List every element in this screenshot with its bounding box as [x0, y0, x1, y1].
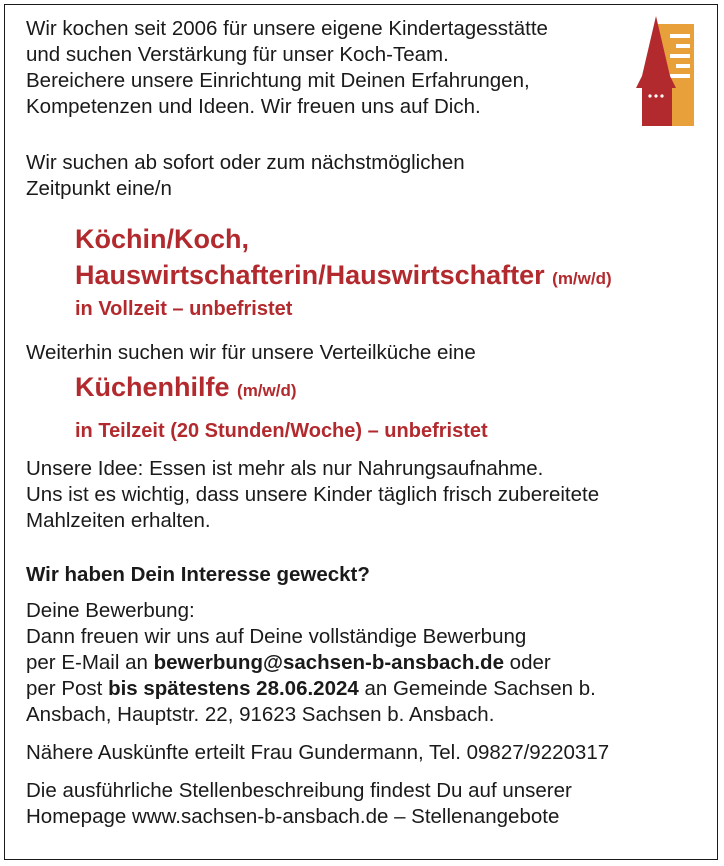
interest-heading: Wir haben Dein Interesse geweckt? — [26, 563, 370, 586]
idea-line-3: Mahlzeiten erhalten. — [26, 509, 211, 532]
application-address: Ansbach, Hauptstr. 22, 91623 Sachsen b. Ansbach. — [26, 703, 495, 726]
application-line-1: Deine Bewerbung: — [26, 599, 195, 622]
intro-line-1: Wir kochen seit 2006 für unsere eigene Kindertagesstätte — [26, 17, 548, 40]
application-line-2: Dann freuen wir uns auf Deine vollständige Bewerbung — [26, 625, 527, 648]
application-email-line — [26, 650, 551, 676]
intro-line-3: Bereichere unsere Einrichtung mit Deinen Erfahrungen, — [26, 69, 530, 92]
details-line-1: Die ausführliche Stellenbeschreibung findest Du auf unserer — [26, 779, 572, 802]
deadline: bis spätestens 28.06.2024 — [108, 677, 359, 700]
search-line-2: Zeitpunkt eine/n — [26, 177, 172, 200]
intro-line-4: Kompetenzen und Ideen. Wir freuen uns auf Dich. — [26, 95, 481, 118]
search-line-1: Wir suchen ab sofort oder zum nächstmöglichen — [26, 151, 465, 174]
job1-terms: in Vollzeit – unbefristet — [75, 298, 293, 320]
email-suffix: oder — [509, 651, 551, 674]
idea-line-2: Uns ist es wichtig, dass unsere Kinder täglich frisch zubereitete — [26, 483, 600, 506]
job2-title-line — [75, 370, 297, 408]
post-suffix: an Gemeinde Sachsen b. — [364, 677, 596, 700]
job1-gender: (m/w/d) — [552, 269, 612, 288]
email-prefix: per E-Mail an — [26, 651, 148, 674]
job1-title-line-1: Köchin/Koch, — [75, 224, 249, 254]
job2-title: Küchenhilfe — [75, 372, 230, 402]
kitchen-intro: Weiterhin suchen wir für unsere Verteilküche eine — [26, 341, 476, 364]
idea-line-1: Unsere Idee: Essen ist mehr als nur Nahrungsaufnahme. — [26, 457, 544, 480]
application-post-line — [26, 676, 596, 702]
contact-line: Nähere Auskünfte erteilt Frau Gundermann, Tel. 09827/9220317 — [26, 741, 610, 764]
email-link[interactable]: bewerbung@sachsen-b-ansbach.de — [153, 651, 504, 674]
post-prefix: per Post — [26, 677, 103, 700]
job1-title: Hauswirtschafterin/Hauswirtschafter — [75, 260, 545, 290]
job1-title-line-2 — [75, 258, 612, 296]
job2-gender: (m/w/d) — [237, 381, 297, 400]
intro-line-2: und suchen Verstärkung für unser Koch-Team. — [26, 43, 449, 66]
job2-terms: in Teilzeit (20 Stunden/Woche) – unbefristet — [75, 420, 488, 442]
church-tower-logo-icon — [636, 16, 696, 128]
details-line-2: Homepage www.sachsen-b-ansbach.de – Stellenangebote — [26, 805, 560, 828]
